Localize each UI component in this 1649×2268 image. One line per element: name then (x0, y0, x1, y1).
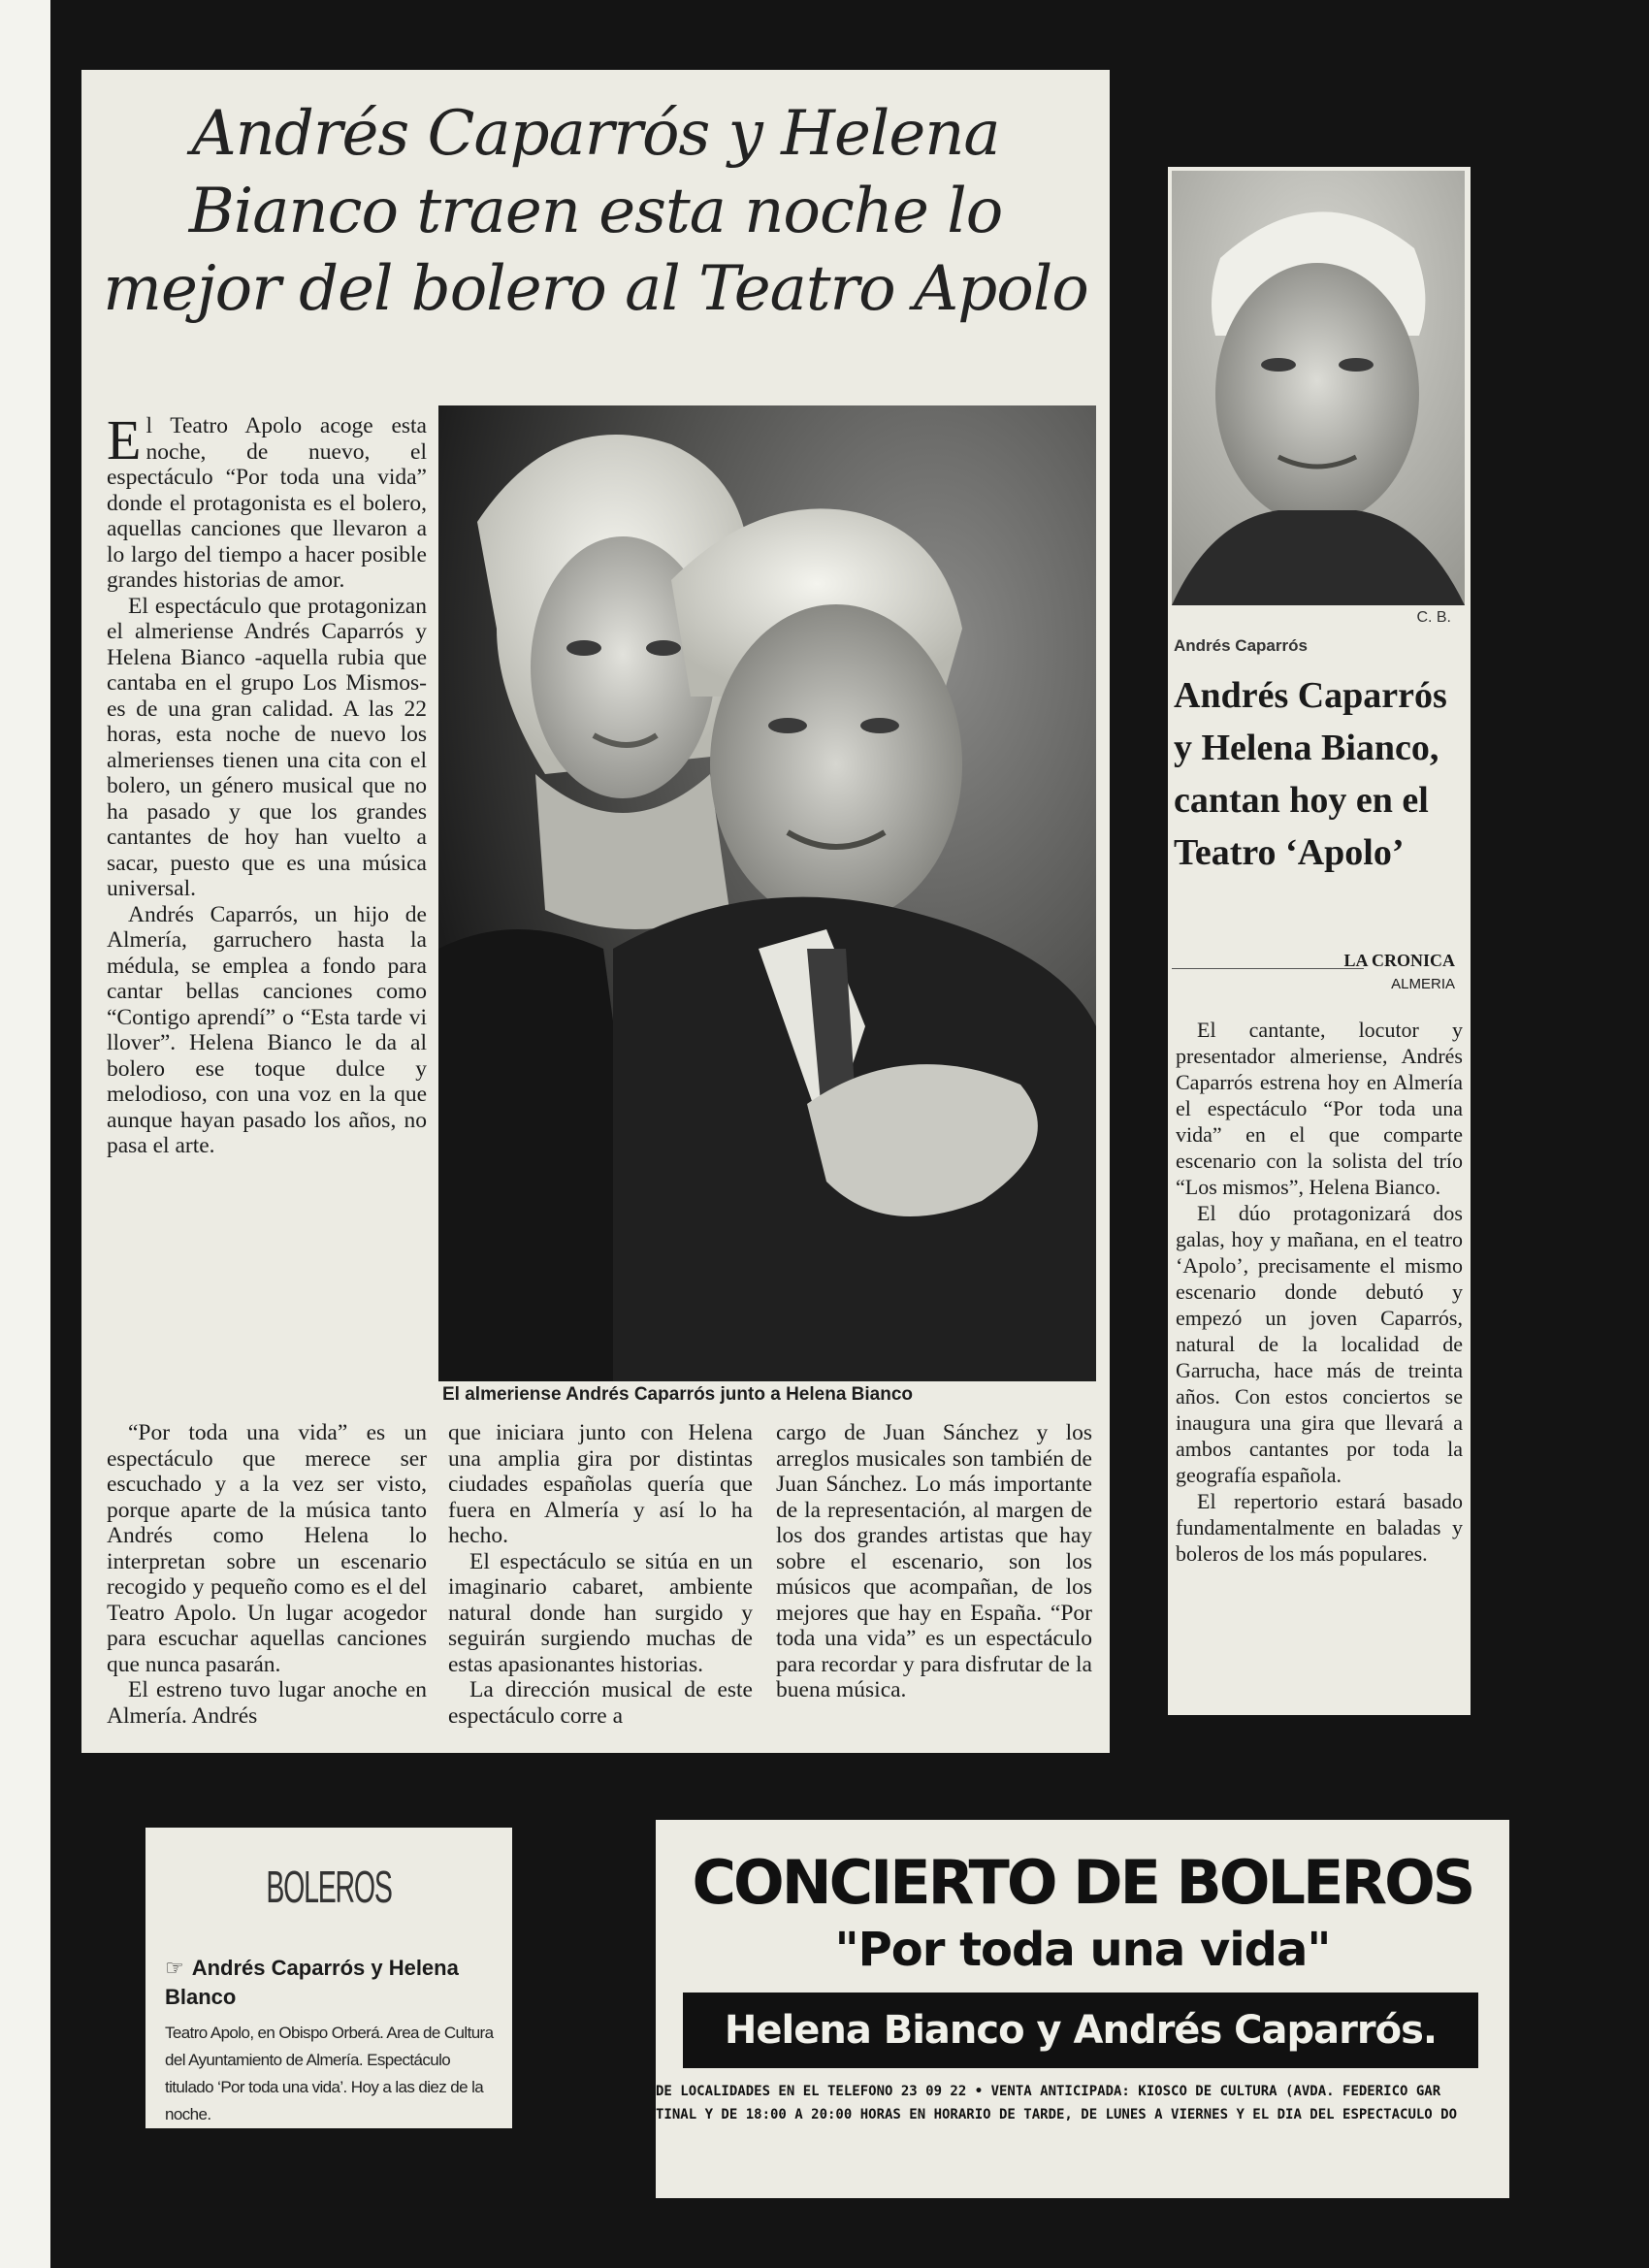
main-headline: Andrés Caparrós y Helena Bianco traen esta noche lo mejor del bolero al Teatro Apolo (103, 98, 1088, 325)
main-paragraph-1 (107, 408, 427, 594)
ad-ticket-info-line-1: DE LOCALIDADES EN EL TELEFONO 23 09 22 • VENTA ANTICIPADA: KIOSCO DE CULTURA (AVDA. FEDERICO GAR (656, 2084, 1441, 2099)
right-paragraph-3: El repertorio estará basado fundamentalmente en baladas y boleros de los más populares. (1176, 1489, 1463, 1566)
paper-margin (0, 0, 50, 2268)
main-photo-caparros-bianco (438, 405, 1096, 1381)
main-col3-paragraph-1: cargo de Juan Sánchez y los arreglos musicales son también de Juan Sánchez. Lo más importante de la representación, al margen de los dos grandes artistas que hay sobre el escenario, son los músicos que acompañan, de los mejores que hay en España. “Por toda una vida” es un espectáculo para recordar y para disfrutar de la buena música. (776, 1420, 1092, 1702)
main-column-3 (776, 1420, 1092, 1703)
source-rule (1172, 968, 1364, 969)
ad-subtitle: "Por toda una vida" (834, 1923, 1331, 1977)
main-paragraph-5: El estreno tuvo lugar anoche en Almería. Andrés (107, 1677, 427, 1729)
main-paragraph-2: El espectáculo que protagonizan el almeriense Andrés Caparrós y Helena Bianco -aquella rubia que cantaba en el grupo Los Mismos- es de una gran calidad. A las 22 horas, esta noche de nuevo los almerienses tienen una cita con el bolero, un género musical que no ha pasado y que los grandes cantantes de hoy han vuelto a sacar, puesto que es una música universal. (107, 593, 427, 901)
right-paragraph-2: El dúo protagonizará dos galas, hoy y mañana, en el teatro ‘Apolo’, precisamente el mismo escenario donde debutó y empezó un joven Caparrós, natural de la localidad de Garrucha, hace más de treinta años. Con estos conciertos se inaugura una gira que llevará a ambos cantantes por toda la geografía española. (1176, 1201, 1463, 1487)
main-column-1-continued (107, 1420, 427, 1729)
main-photo-caption: El almeriense Andrés Caparrós junto a Helena Bianco (442, 1384, 914, 1405)
right-article-clipping (1168, 167, 1471, 1715)
boleros-listing-info: Teatro Apolo, en Obispo Orberá. Area de Cultura del Ayuntamiento de Almería. Espectáculo titulado ‘Por toda una vida’. Hoy a las diez de la noche. (165, 2024, 494, 2123)
ad-title: CONCIERTO DE BOLEROS (692, 1847, 1473, 1918)
right-paragraph-1: El cantante, locutor y presentador almeriense, Andrés Caparrós estrena hoy en Almería el espectáculo “Por toda una vida” en el que comparte escenario con la solista del trío “Los mismos”, Helena Bianco. (1176, 1018, 1463, 1199)
photo-credit: C. B. (1416, 609, 1451, 626)
source-newspaper: LA CRONICA (1343, 951, 1455, 970)
ad-artists: Helena Bianco y Andrés Caparrós. (724, 2008, 1438, 2053)
main-column-1 (107, 408, 427, 1159)
main-col2-paragraph-3: La dirección musical de este espectáculo corre a (448, 1677, 753, 1729)
main-column-2 (448, 1420, 753, 1729)
main-paragraph-1-text: l Teatro Apolo acoge esta noche, de nuevo, el espectáculo “Por toda una vida” donde el protagonista es el bolero, aquellas canciones que llevaron a lo largo del tiempo a hacer posible grandes historias de amor. (107, 413, 427, 593)
ad-artists-banner (683, 1993, 1478, 2068)
boleros-listing-name-text: Andrés Caparrós y Helena Blanco (165, 1956, 459, 2009)
main-paragraph-3: Andrés Caparrós, un hijo de Almería, garruchero hasta la médula, se emplea a fondo para cantar bellas canciones como “Contigo aprendí” o “Esta tarde vi llover”. Helena Bianco le da al bolero ese toque dulce y melodioso, con una voz en la que aunque hayan pasado los años, no pasa el arte. (107, 901, 427, 1158)
concert-advertisement (656, 1820, 1509, 2198)
boleros-listing-clipping (146, 1828, 512, 2128)
pointing-hand-icon: ☞ (165, 1956, 184, 1980)
boleros-listing-name (165, 1954, 495, 2012)
right-headline: Andrés Caparrós y Helena Bianco, cantan hoy en el Teatro ‘Apolo’ (1174, 675, 1447, 873)
portrait-illustration (1172, 171, 1465, 605)
main-paragraph-4: “Por toda una vida” es un espectáculo que merece ser escuchado y a la vez ser visto, porque aparte de la música tanto Andrés como Helena lo interpretan sobre un escenario recogido y pequeño como es el del Teatro Apolo. Un lugar acogedor para escuchar aquellas canciones que nunca pasarán. (107, 1420, 427, 1677)
source-city: ALMERIA (1391, 976, 1455, 992)
main-col2-paragraph-2: El espectáculo se sitúa en un imaginario cabaret, ambiente natural donde han surgido y seguirán surgiendo muchas de estas apasionantes historias. (448, 1548, 753, 1677)
right-article-body (1176, 1017, 1463, 1567)
right-photo-caparros (1172, 171, 1465, 605)
drop-cap: E (107, 408, 142, 471)
photo-label: Andrés Caparrós (1174, 636, 1308, 655)
main-article-clipping (81, 70, 1110, 1753)
ad-ticket-info-line-2: TINAL Y DE 18:00 A 20:00 HORAS EN HORARIO DE TARDE, DE LUNES A VIERNES Y EL DIA DEL ESPECTACULO DO (656, 2107, 1458, 2122)
main-col2-paragraph-1: que iniciara junto con Helena una amplia gira por distintas ciudades españolas quería que fuera en Almería y así lo ha hecho. (448, 1420, 753, 1548)
boleros-section-title: BOLEROS (266, 1862, 392, 1912)
photo-illustration (438, 405, 1096, 1381)
